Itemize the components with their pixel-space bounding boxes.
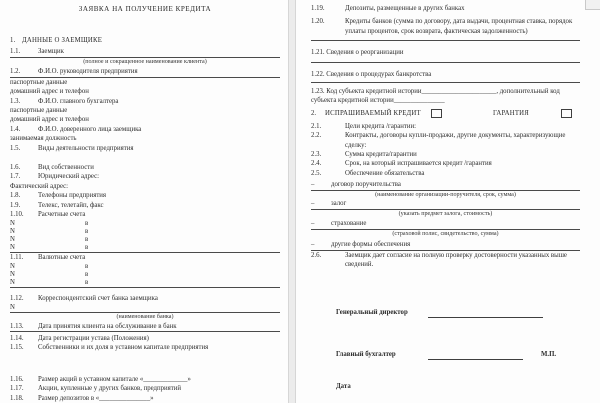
page-corner-fold-icon xyxy=(585,0,600,10)
item-number: 1. xyxy=(10,37,16,44)
account-in-label: в xyxy=(85,235,89,243)
correspondent-account-row xyxy=(10,304,280,313)
item-label: ДАННЫЕ О ЗАЕМЩИКЕ xyxy=(22,37,103,44)
option-surety-agreement xyxy=(311,180,580,190)
currency-account-row xyxy=(10,271,280,279)
item-label: Вид собственности xyxy=(38,164,94,172)
seal-label: М.П. xyxy=(541,351,557,359)
item-1-14 xyxy=(10,334,280,343)
caption-client-name: (полное и сокращенное наименование клиента) xyxy=(83,58,207,65)
item-label: Ф.И.О. главного бухгалтера xyxy=(38,97,119,105)
item-1-16 xyxy=(10,375,280,384)
item-number: 1.14. xyxy=(10,334,24,342)
item-label: Акции, купленные у других банков, предприятий xyxy=(38,385,182,393)
document-title: ЗАЯВКА НА ПОЛУЧЕНИЕ КРЕДИТА xyxy=(78,5,212,13)
item-label: Сумма кредита/гарантии xyxy=(345,151,417,159)
line-passport-data-2: паспортные данные xyxy=(10,107,68,115)
item-1-15 xyxy=(10,343,280,352)
credit-checkbox[interactable] xyxy=(431,109,442,118)
settlement-account-row xyxy=(10,244,280,253)
account-number-n: N xyxy=(10,270,15,278)
item-label: Обеспечение обязательства xyxy=(345,169,425,177)
item-number: 1.4. xyxy=(10,125,21,133)
signature-role-label: Главный бухгалтер xyxy=(336,351,396,359)
account-number-n: N xyxy=(10,244,15,252)
item-number: 1.18. xyxy=(10,394,24,402)
item-1-12 xyxy=(10,294,280,303)
item-1-18 xyxy=(10,394,280,403)
item-label: Депозиты, размещенные в других банках xyxy=(345,5,465,12)
item-1-8 xyxy=(10,191,280,200)
item-number: 1.5. xyxy=(10,144,21,152)
item-label: Юридический адрес: xyxy=(38,173,99,181)
item-number: 2.1. xyxy=(311,122,322,130)
account-in-label: в xyxy=(85,279,89,287)
item-label: Ф.И.О. руководителя предприятия xyxy=(38,68,138,76)
item-number: 1.11. xyxy=(10,254,24,262)
item-number: 1.15. xyxy=(10,344,24,352)
item-number: 2.4. xyxy=(311,160,322,168)
item-2-4 xyxy=(311,159,580,168)
item-number: 1.12. xyxy=(10,295,24,303)
item-1-6 xyxy=(10,163,280,172)
option-label: договор поручительства xyxy=(331,181,401,189)
item-2-3 xyxy=(311,150,580,159)
account-in-label: в xyxy=(85,219,89,227)
caption-surety: (наименование организации-поручителя, срок, сумма) xyxy=(375,191,516,198)
item-number: 1.7. xyxy=(10,173,21,181)
item-1-7 xyxy=(10,172,280,181)
option-label: другие формы обеспечения xyxy=(331,241,411,249)
account-number-n: N xyxy=(10,279,15,287)
item-1-22: 1.22. Сведения о процедурах банкротства xyxy=(311,70,432,78)
signature-line[interactable] xyxy=(428,310,543,318)
item-label: Корреспондентский счет банка заемщика xyxy=(38,295,158,303)
section-2-heading xyxy=(311,108,580,120)
line-home-address-1: домашний адрес и телефон xyxy=(10,88,89,96)
account-in-label: в xyxy=(85,270,89,278)
item-1-20 xyxy=(311,17,580,36)
caption-pledge: (указать предмет залога, стоимость) xyxy=(398,210,493,217)
item-label: Цели кредита /гарантии: xyxy=(345,122,417,130)
item-number: 1.2. xyxy=(10,68,21,76)
dash-marker: – xyxy=(311,220,315,228)
date-label: Дата xyxy=(336,382,351,390)
signature-line[interactable] xyxy=(428,352,523,360)
item-label: Размер акций в уставном капитале «_____________» xyxy=(38,375,191,383)
item-number: 1.9. xyxy=(10,201,21,209)
currency-account-row xyxy=(10,263,280,271)
item-number: 2.5. xyxy=(311,169,322,177)
item-label: Заемщик дает согласие на полную проверку достоверности указанных выше сведений. xyxy=(345,251,567,269)
settlement-account-row xyxy=(10,220,280,228)
page-gutter xyxy=(288,0,296,403)
chief-accountant-signature xyxy=(311,350,580,360)
fill-in-rule xyxy=(311,62,580,63)
option-label: страхование xyxy=(331,220,367,228)
settlement-account-row xyxy=(10,228,280,236)
item-number: 1.13. xyxy=(10,322,24,330)
signature-role-label: Генеральный директор xyxy=(336,309,408,317)
item-label: Кредиты банков (сумма по договору, дата выдачи, процентная ставка, порядок уплаты процентов, срок возврата, фактическая задолженность) xyxy=(345,18,573,35)
item-number: 1.16. xyxy=(10,375,24,383)
item-1-5 xyxy=(10,144,280,153)
fill-in-rule xyxy=(311,40,580,41)
account-number-n: N xyxy=(10,303,15,311)
option-label: залог xyxy=(331,200,347,208)
item-1-21: 1.21. Сведения о реорганизации xyxy=(311,49,404,57)
item-1-17 xyxy=(10,384,280,393)
item-1-10 xyxy=(10,210,280,219)
item-number: 1.20. xyxy=(311,18,325,26)
line-home-address-2: домашний адрес и телефон xyxy=(10,116,89,124)
item-1-4 xyxy=(10,125,280,134)
form-page-1 xyxy=(0,0,288,403)
item-1-19 xyxy=(311,4,580,13)
line-passport-data-1: паспортные данные xyxy=(10,78,68,86)
item-label: Заемщик xyxy=(38,48,64,56)
item-label: Дата регистрации устава (Положения) xyxy=(38,334,149,342)
item-1-2 xyxy=(10,67,280,77)
general-director-signature xyxy=(311,308,580,318)
item-label: Собственники и их доля в уставном капитале предприятия xyxy=(38,344,209,352)
form-page-2 xyxy=(297,0,600,403)
option-pledge xyxy=(311,199,580,209)
item-1-1 xyxy=(10,47,280,57)
item-label: Расчетные счета xyxy=(38,211,86,219)
item-label: Валютные счета xyxy=(38,254,86,262)
item-label: Телефоны предприятия xyxy=(38,192,107,200)
dash-marker: – xyxy=(311,200,315,208)
item-number: 2.2. xyxy=(311,132,322,140)
item-number: 1.6. xyxy=(10,164,21,172)
account-number-n: N xyxy=(10,219,15,227)
item-2-5 xyxy=(311,169,580,178)
item-number: 1.19. xyxy=(311,5,325,12)
fill-in-rule xyxy=(311,82,580,83)
item-1-3 xyxy=(10,97,280,106)
item-number: 2.3. xyxy=(311,151,322,159)
item-number: 1.17. xyxy=(10,385,24,393)
item-number: 1.10. xyxy=(10,211,24,219)
item-label: Размер депозитов в «_______________» xyxy=(38,394,154,402)
option-insurance xyxy=(311,219,580,229)
item-1-9 xyxy=(10,201,280,210)
caption-insurance: (страховой полис, свидетельство, сумма) xyxy=(392,230,499,237)
item-2-1 xyxy=(311,122,580,131)
item-1-11 xyxy=(10,253,280,262)
account-number-n: N xyxy=(10,235,15,243)
credit-label: ИСПРАШИВАЕМЫЙ КРЕДИТ xyxy=(325,110,421,118)
item-number: 1.3. xyxy=(10,97,21,105)
item-label: Телекс, телетайп, факс xyxy=(38,201,104,209)
guarantee-label: ГАРАНТИЯ xyxy=(493,110,530,118)
item-number: 2.6. xyxy=(311,251,322,259)
account-in-label: в xyxy=(85,227,89,235)
currency-account-row xyxy=(10,279,280,288)
item-label: Срок, на который испрашивается кредит /гарантия xyxy=(345,160,492,168)
line-position-held: занимаемая должность xyxy=(10,135,77,143)
item-2-2 xyxy=(311,131,580,150)
dash-marker: – xyxy=(311,241,315,249)
line-actual-address: Фактический адрес: xyxy=(10,182,69,190)
item-number: 1.1. xyxy=(10,48,21,56)
item-1-13 xyxy=(10,322,280,332)
account-in-label: в xyxy=(85,262,89,270)
option-other-security xyxy=(311,240,580,250)
item-label: Дата принятия клиента на обслуживание в банк xyxy=(38,322,177,330)
item-2-6 xyxy=(311,251,580,270)
account-number-n: N xyxy=(10,227,15,235)
dash-marker: – xyxy=(311,181,315,189)
item-label: Ф.И.О. доверенного лица заемщика xyxy=(38,125,142,133)
account-number-n: N xyxy=(10,262,15,270)
section-number: 2. xyxy=(311,110,317,118)
guarantee-checkbox[interactable] xyxy=(561,109,572,118)
section-1-heading xyxy=(10,36,280,45)
item-label: Виды деятельности предприятия xyxy=(38,144,134,152)
item-label: Контракты, договоры купли-продажи, другие документы, характеризующие сделку: xyxy=(345,132,566,149)
item-1-23: 1.23. Код субъекта кредитной истории______________________, дополнительный код субъекта кредитной истории_______________ xyxy=(311,88,560,105)
settlement-account-row xyxy=(10,236,280,244)
account-in-label: в xyxy=(85,244,89,252)
caption-bank-name: (наименование банка) xyxy=(116,313,174,320)
item-number: 1.8. xyxy=(10,192,21,200)
